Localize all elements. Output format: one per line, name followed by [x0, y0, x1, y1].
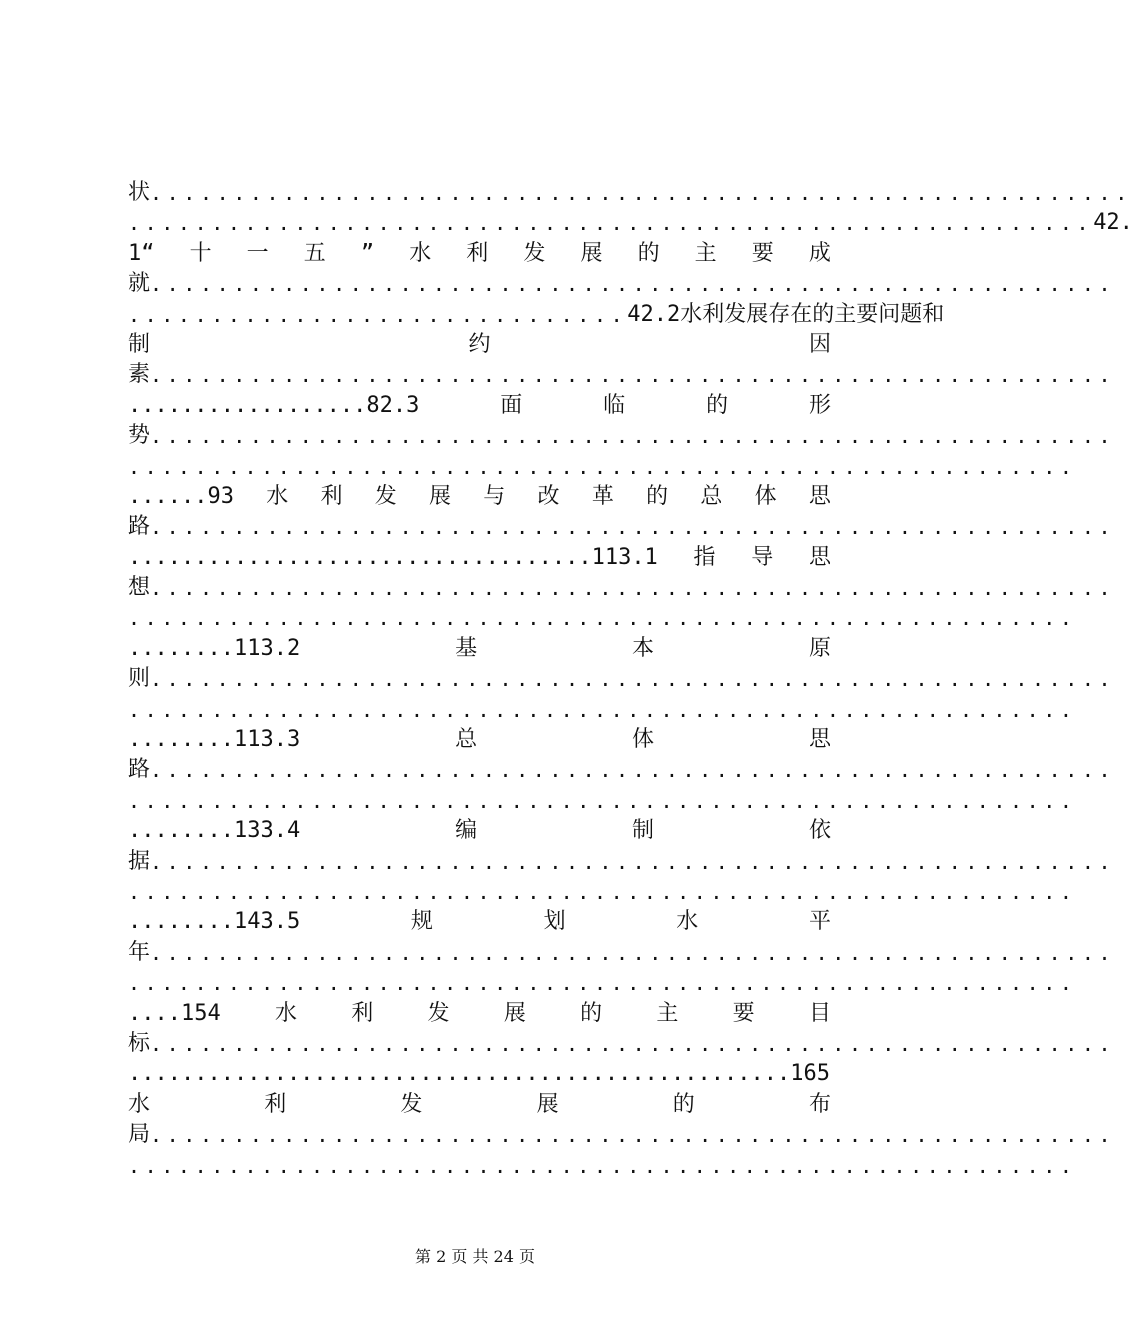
toc-text: 展 [503, 1000, 526, 1026]
toc-line [128, 300, 945, 330]
toc-text: 原 [808, 635, 831, 661]
toc-text: 展 [429, 483, 452, 509]
leader-dots: .......................................................... [150, 272, 1116, 297]
toc-text: 利 [351, 1000, 374, 1026]
toc-text: 的 [706, 392, 729, 418]
toc-line [128, 269, 1116, 299]
leader-dots: .......................................................... [128, 211, 1094, 236]
toc-text: 水 [274, 1000, 297, 1026]
toc-line [128, 1059, 831, 1089]
leader-dots: ......................................................... [128, 697, 1077, 722]
toc-line [128, 664, 1116, 694]
toc-text: 要 [732, 1000, 755, 1026]
toc-text: 要 [751, 240, 774, 266]
toc-line [128, 573, 1116, 603]
toc-text: 体 [754, 483, 777, 509]
toc-text: 革 [591, 483, 614, 509]
toc-text: 形 [808, 392, 831, 418]
toc-line [128, 938, 1116, 968]
toc-text: 划 [543, 909, 566, 935]
toc-line [128, 239, 831, 269]
toc-text: 指 [693, 544, 716, 570]
leader-dots: .......................................................... [150, 363, 1116, 388]
toc-text: 成 [808, 240, 831, 266]
toc-text: 水 [266, 483, 289, 509]
toc-text: 基 [455, 635, 478, 661]
toc-text: 导 [751, 544, 774, 570]
toc-line [128, 360, 1116, 390]
toc-text: 则 [128, 666, 151, 692]
page-footer: 第 2 页 共 24 页 [415, 1247, 535, 1266]
toc-text: 依 [808, 818, 831, 844]
toc-text: 因 [808, 331, 831, 357]
toc-line [128, 1090, 831, 1120]
toc-line [128, 1029, 1116, 1059]
leader-dots: .......................................................... [150, 1123, 1116, 1148]
toc-text: ..................82.3 [128, 392, 420, 418]
toc-text: 改 [537, 483, 560, 509]
toc-text: 临 [603, 392, 626, 418]
toc-text: 利 [466, 240, 489, 266]
leader-dots: ......................................................... [128, 788, 1077, 813]
toc-text: 势 [128, 423, 151, 449]
toc-text: 局 [128, 1122, 151, 1148]
toc-text: 平 [808, 909, 831, 935]
toc-text: 展 [580, 240, 603, 266]
toc-text: 水 [128, 1091, 151, 1117]
toc-line [128, 512, 1116, 542]
toc-text: ........113.2 [128, 635, 301, 661]
toc-line [128, 1151, 1077, 1181]
toc-text: 发 [374, 483, 397, 509]
toc-text: ........133.4 [128, 818, 301, 844]
toc-line [128, 999, 831, 1029]
toc-text: 状 [128, 180, 151, 205]
toc-text: 的 [646, 483, 669, 509]
toc-text: 利 [320, 483, 343, 509]
toc-text: 就 [128, 271, 151, 297]
toc-text: ........113.3 [128, 727, 301, 753]
toc-text: 一 [246, 240, 269, 266]
leader-dots: ........................................................... [150, 181, 1132, 205]
toc-text: 目 [808, 1000, 831, 1026]
toc-text: 发 [400, 1091, 423, 1117]
leader-dots: .......................................................... [150, 667, 1116, 692]
toc-text: 思 [808, 483, 831, 509]
toc-line [128, 391, 831, 421]
toc-text: 与 [483, 483, 506, 509]
toc-text: 主 [656, 1000, 679, 1026]
toc-text: ........143.5 [128, 909, 301, 935]
toc-text: 展 [536, 1091, 559, 1117]
toc-text: 本 [632, 635, 655, 661]
toc-text: 标 [128, 1030, 151, 1056]
leader-dots: ......................................................... [128, 1153, 1077, 1178]
toc-text: 年 [128, 939, 151, 965]
leader-dots: .......................................................... [150, 758, 1116, 783]
toc-text: 的 [580, 1000, 603, 1026]
toc-text: 总 [700, 483, 723, 509]
toc-text: 规 [410, 909, 433, 935]
toc-text: 体 [632, 727, 655, 753]
toc-line [128, 634, 831, 664]
toc-text: 十 [189, 240, 212, 266]
toc-text: 发 [523, 240, 546, 266]
toc-line [128, 1120, 1116, 1150]
toc-text: ....154 [128, 1000, 221, 1026]
toc-text: 编 [455, 818, 478, 844]
toc-text: ...................................113.1 [128, 544, 658, 570]
leader-dots: .......................................................... [150, 576, 1116, 601]
toc-text: 利 [264, 1091, 287, 1117]
toc-line [128, 907, 831, 937]
toc-text: 五 [303, 240, 326, 266]
leader-dots: .......................................................... [150, 424, 1116, 449]
toc-text: ..................................................165 [128, 1061, 830, 1087]
toc-text: 主 [694, 240, 717, 266]
toc-text: 素 [128, 362, 151, 388]
toc-line [128, 330, 831, 360]
leader-dots: .......................................................... [150, 849, 1116, 874]
leader-dots: ......................................................... [128, 606, 1077, 631]
toc-line [128, 178, 1132, 208]
toc-text: 水 [676, 909, 699, 935]
toc-text: 制 [632, 818, 655, 844]
toc-line [128, 816, 831, 846]
toc-line [128, 421, 1116, 451]
toc-text: 发 [427, 1000, 450, 1026]
toc-line [128, 695, 1077, 725]
toc-text: 路 [128, 757, 151, 783]
leader-dots: .............................. [128, 302, 628, 327]
toc-line [128, 847, 1116, 877]
toc-text: 的 [637, 240, 660, 266]
toc-line [128, 755, 1116, 785]
toc-text: 思 [808, 544, 831, 570]
toc-text: 水 [409, 240, 432, 266]
leader-dots: ......................................................... [128, 971, 1077, 996]
toc-text: ......93 [128, 483, 234, 509]
toc-line [128, 543, 831, 573]
toc-text: ” [360, 240, 375, 266]
leader-dots: ......................................................... [128, 879, 1077, 904]
toc-text: 总 [455, 727, 478, 753]
toc-line [128, 877, 1077, 907]
toc-text: 42. [1093, 210, 1133, 236]
toc-line [128, 786, 1077, 816]
toc-text: 思 [808, 727, 831, 753]
toc-text: 制 [128, 331, 151, 357]
toc-text: 布 [808, 1091, 831, 1117]
toc-text: 42.2水利发展存在的主要问题和 [627, 301, 945, 327]
toc-line [128, 208, 1133, 238]
toc-line [128, 968, 1077, 998]
toc-text: 想 [128, 575, 151, 601]
leader-dots: .......................................................... [150, 1031, 1116, 1056]
toc-line [128, 482, 831, 512]
table-of-contents [128, 178, 1133, 1181]
toc-text: 的 [672, 1091, 695, 1117]
toc-line [128, 603, 1077, 633]
toc-text: 1“ [128, 240, 155, 266]
toc-text: 约 [468, 331, 491, 357]
toc-text: 面 [500, 392, 523, 418]
toc-text: 路 [128, 514, 151, 540]
toc-line [128, 452, 1077, 482]
toc-line [128, 725, 831, 755]
leader-dots: ......................................................... [128, 454, 1077, 479]
toc-text: 据 [128, 848, 151, 874]
leader-dots: .......................................................... [150, 515, 1116, 540]
leader-dots: .......................................................... [150, 940, 1116, 965]
